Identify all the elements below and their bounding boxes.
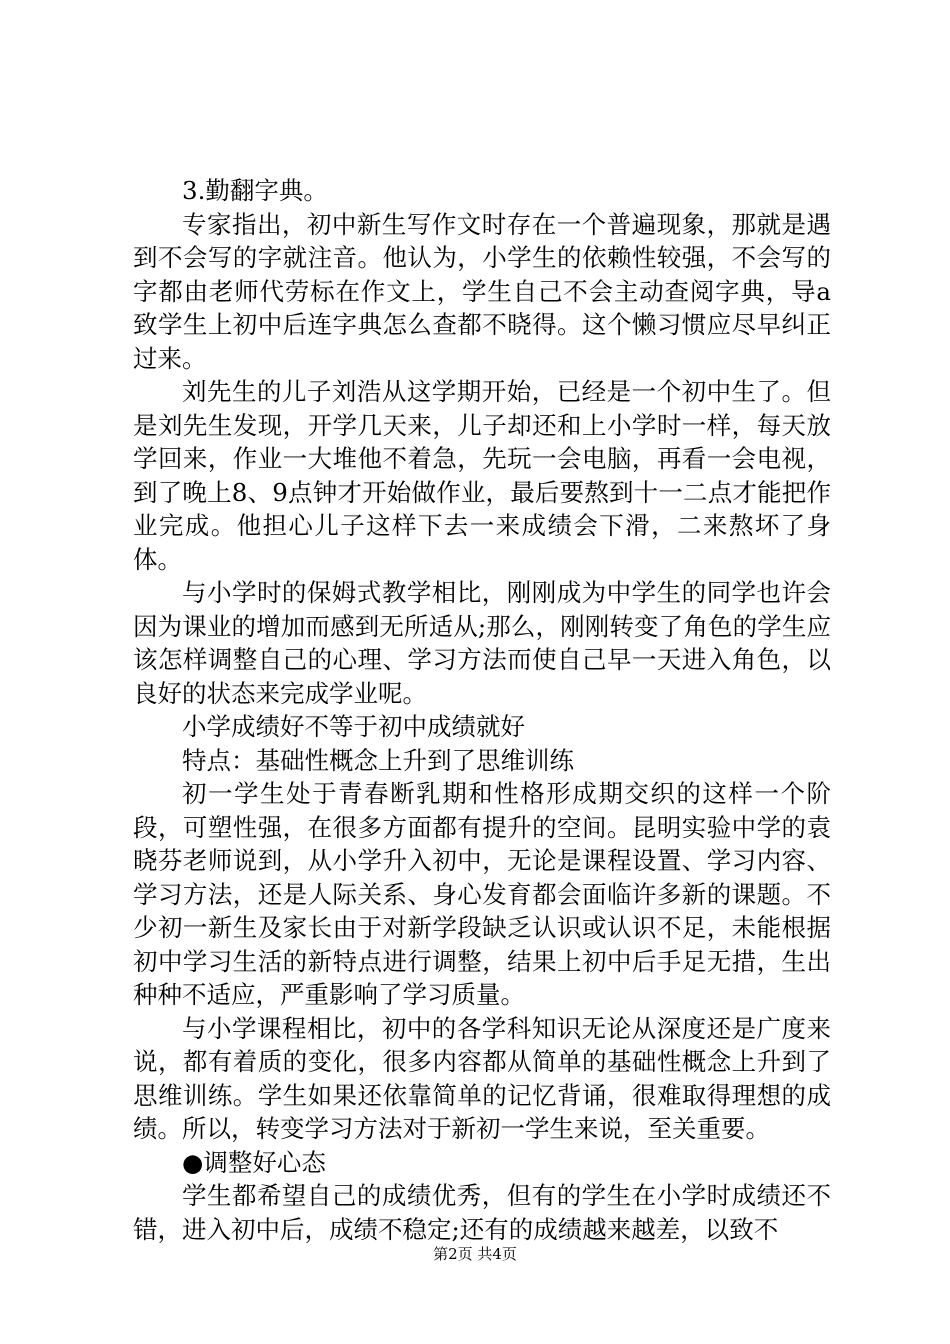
- page-footer: 第2页 共4页: [433, 1245, 517, 1263]
- paragraph-curriculum-comparison: 与小学课程相比，初中的各学科知识无论从深度还是广度来说，都有着质的变化，很多内容都从简单的基础性概念上升到了思维训练。学生如果还依靠简单的记忆背诵，很难取得理想的成绩。所以，转变学习方法对于新初一学生来说，至关重要。: [133, 1013, 831, 1143]
- paragraph-student-expectations: 学生都希望自己的成绩优秀，但有的学生在小学时成绩还不错，进入初中后，成绩不稳定;还有的成绩越来越差，以致不: [133, 1181, 831, 1244]
- subheading-features: 特点：基础性概念上升到了思维训练: [182, 745, 574, 775]
- section-heading-consult-dictionary: 3.勤翻字典。: [182, 176, 328, 205]
- document-body: [133, 174, 831, 1246]
- subheading-mindset: ●调整好心态: [182, 1147, 326, 1177]
- paragraph-expert-advice: 专家指出，初中新生写作文时存在一个普遍现象，那就是遇到不会写的字就注音。他认为，小学生的依赖性较强，不会写的字都由老师代劳标在作文上，学生自己不会主动查阅字典，导a致学生上初中后连字典怎么查都不晓得。这个懒习惯应尽早纠正过来。: [133, 209, 831, 373]
- paragraph-role-change: 与小学时的保姆式教学相比，刚刚成为中学生的同学也许会因为课业的增加而感到无所适从;那么，刚刚转变了角色的学生应该怎样调整自己的心理、学习方法而使自己早一天进入角色，以良好的状态来完成学业呢。: [133, 578, 831, 708]
- paragraph-teacher-quote: 初一学生处于青春断乳期和性格形成期交织的这样一个阶段，可塑性强，在很多方面都有提升的空间。昆明实验中学的袁晓芬老师说到，从小学升入初中，无论是课程设置、学习内容、学习方法，还是人际关系、身心发育都会面临许多新的课题。不少初一新生及家长由于对新学段缺乏认识或认识不足，未能根据初中学习生活的新特点进行调整，结果上初中后手足无措，生出种种不适应，严重影响了学习质量。: [133, 779, 831, 1009]
- subheading-grades: 小学成绩好不等于初中成绩就好: [182, 712, 525, 741]
- paragraph-liu-example: 刘先生的儿子刘浩从这学期开始，已经是一个初中生了。但是刘先生发现，开学几天来，儿子却还和上小学时一样，每天放学回来，作业一大堆他不着急，先玩一会电脑，再看一会电视，到了晚上8、9点钟才开始做作业，最后要熬到十一二点才能把作业完成。他担心儿子这样下去一来成绩会下滑，二来熬坏了身体。: [133, 377, 831, 574]
